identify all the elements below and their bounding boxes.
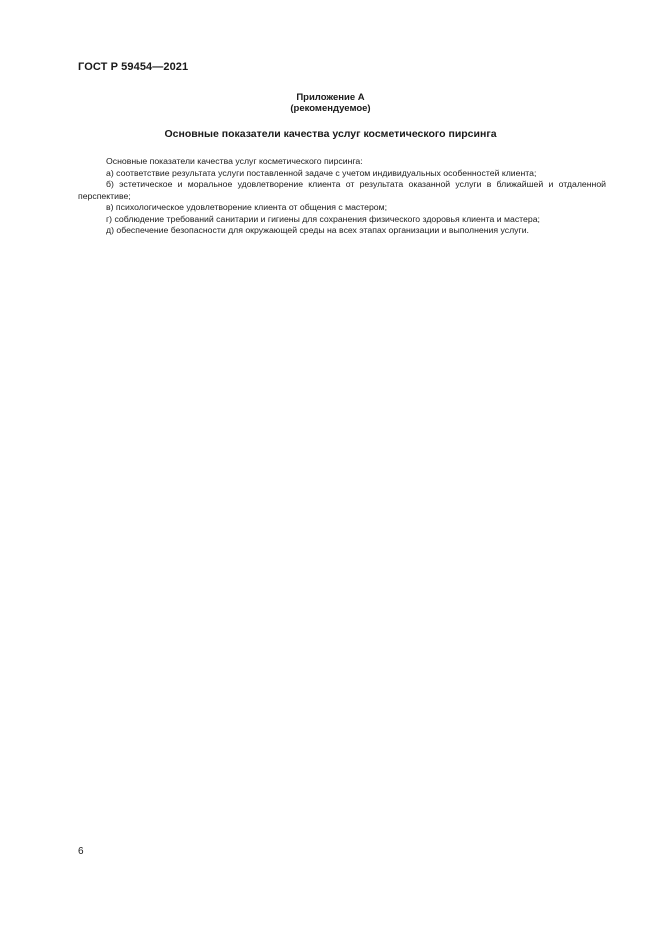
list-item-v: в) психологическое удовлетворение клиента от общения с мастером; [106, 202, 388, 212]
list-item-a: а) соответствие результата услуги поставленной задаче с учетом индивидуальных особенностей клиента; [106, 167, 537, 178]
list-item-b: б) эстетическое и моральное удовлетворение клиента от результата оказанной услуги в ближайшей и отдаленной перспективе; [78, 179, 606, 201]
annex-title: Основные показатели качества услуг косметического пирсинга [164, 128, 497, 140]
paragraph-intro: Основные показатели качества услуг косметического пирсинга: [106, 156, 363, 166]
annex-heading [0, 92, 661, 114]
body-text [78, 156, 606, 237]
annex-status: (рекомендуемое) [290, 103, 371, 114]
standard-id: ГОСТ Р 59454—2021 [78, 61, 189, 73]
annex-label: Приложение А [296, 92, 365, 103]
list-item-g: г) соблюдение требований санитарии и гигиены для сохранения физического здоровья клиента и мастера; [106, 213, 540, 224]
page-number: 6 [78, 846, 84, 857]
list-item-d: д) обеспечение безопасности для окружающей среды на всех этапах организации и выполнения услуги. [106, 225, 529, 235]
